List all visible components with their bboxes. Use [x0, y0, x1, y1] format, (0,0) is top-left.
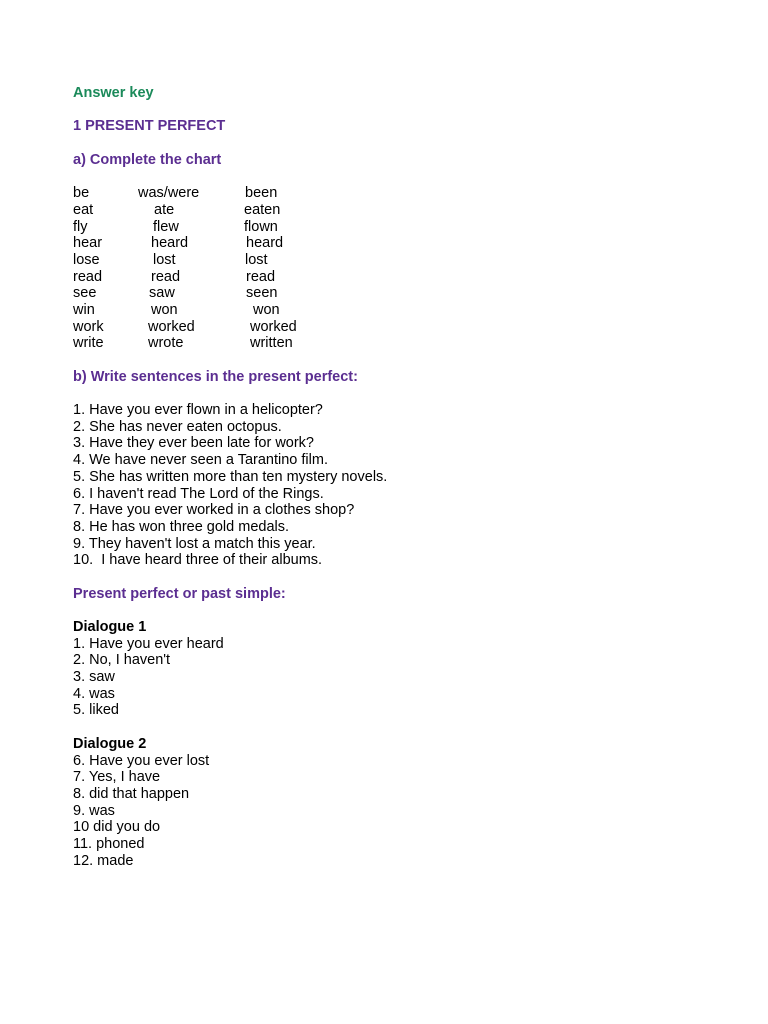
- verb-chart-row: [73, 335, 713, 352]
- list-item: 7. Have you ever worked in a clothes shop?: [73, 502, 355, 519]
- answer-key-document: [73, 85, 713, 869]
- dialogue1-answers: [73, 636, 713, 719]
- verb-chart: [73, 185, 713, 352]
- verb-past: heard: [151, 235, 189, 252]
- list-item: 7. Yes, I have: [73, 769, 161, 786]
- list-item: 3. Have they ever been late for work?: [73, 435, 314, 452]
- verb-base: work: [73, 318, 104, 335]
- list-item: 9. was: [73, 802, 115, 819]
- list-item: 10. I have heard three of their albums.: [73, 552, 323, 569]
- verb-chart-row: [73, 219, 713, 236]
- list-item: 6. Have you ever lost: [73, 752, 210, 769]
- spacer: [73, 385, 713, 402]
- verb-participle: been: [245, 185, 278, 202]
- spacer: [73, 352, 713, 369]
- verb-past: was/were: [138, 185, 200, 202]
- list-item: 6. I haven't read The Lord of the Rings.: [73, 485, 324, 502]
- dialogue2-answers: [73, 753, 713, 870]
- verb-past: won: [151, 301, 178, 318]
- verb-participle: read: [246, 268, 276, 285]
- spacer: [73, 168, 713, 185]
- verb-participle: eaten: [244, 201, 281, 218]
- list-item: 8. did that happen: [73, 785, 190, 802]
- list-item: 5. liked: [73, 702, 119, 719]
- dialogue1-heading: Dialogue 1: [73, 619, 147, 635]
- verb-participle: seen: [246, 285, 278, 302]
- list-item: 12. made: [73, 852, 134, 869]
- verb-past: worked: [148, 318, 195, 335]
- verb-chart-row: [73, 185, 713, 202]
- verb-participle: worked: [250, 318, 297, 335]
- verb-base: fly: [73, 218, 88, 235]
- section2-heading: Present perfect or past simple:: [73, 585, 286, 602]
- list-item: 4. We have never seen a Tarantino film.: [73, 452, 328, 469]
- verb-base: write: [73, 335, 104, 352]
- verb-participle: flown: [244, 218, 278, 235]
- verb-chart-row: [73, 285, 713, 302]
- verb-chart-row: [73, 319, 713, 336]
- list-item: 2. No, I haven't: [73, 652, 171, 669]
- spacer: [73, 719, 713, 736]
- page-title: Answer key: [73, 85, 154, 101]
- verb-base: see: [73, 285, 97, 302]
- spacer: [73, 569, 713, 586]
- verb-chart-row: [73, 269, 713, 286]
- verb-base: win: [73, 301, 95, 318]
- list-item: 8. He has won three gold medals.: [73, 518, 290, 535]
- verb-chart-row: [73, 252, 713, 269]
- verb-chart-row: [73, 235, 713, 252]
- list-item: 10 did you do: [73, 819, 161, 836]
- list-item: 2. She has never eaten octopus.: [73, 418, 282, 435]
- part-a-heading: a) Complete the chart: [73, 151, 222, 168]
- verb-past: wrote: [148, 335, 184, 352]
- verb-chart-row: [73, 202, 713, 219]
- verb-past: read: [151, 268, 181, 285]
- list-item: 9. They haven't lost a match this year.: [73, 535, 316, 552]
- verb-base: lose: [73, 251, 100, 268]
- verb-past: lost: [153, 251, 176, 268]
- verb-participle: heard: [246, 235, 284, 252]
- spacer: [73, 602, 713, 619]
- verb-base: eat: [73, 201, 94, 218]
- dialogue2-heading: Dialogue 2: [73, 735, 147, 752]
- list-item: 3. saw: [73, 669, 115, 686]
- part-b-heading: b) Write sentences in the present perfect:: [73, 368, 358, 385]
- sentence-list: [73, 402, 713, 569]
- list-item: 4. was: [73, 685, 115, 702]
- verb-participle: written: [250, 335, 293, 352]
- verb-past: saw: [149, 285, 175, 302]
- verb-chart-row: [73, 302, 713, 319]
- list-item: 5. She has written more than ten mystery novels.: [73, 468, 388, 485]
- spacer: [73, 102, 713, 119]
- verb-base: read: [73, 268, 103, 285]
- verb-participle: lost: [245, 251, 268, 268]
- section1-heading: 1 PRESENT PERFECT: [73, 118, 226, 135]
- list-item: 11. phoned: [73, 835, 145, 852]
- list-item: 1. Have you ever flown in a helicopter?: [73, 402, 323, 419]
- verb-base: hear: [73, 235, 103, 252]
- verb-past: flew: [153, 218, 179, 235]
- spacer: [73, 135, 713, 152]
- verb-past: ate: [154, 201, 175, 218]
- verb-base: be: [73, 185, 90, 202]
- verb-participle: won: [253, 301, 280, 318]
- list-item: 1. Have you ever heard: [73, 635, 224, 652]
